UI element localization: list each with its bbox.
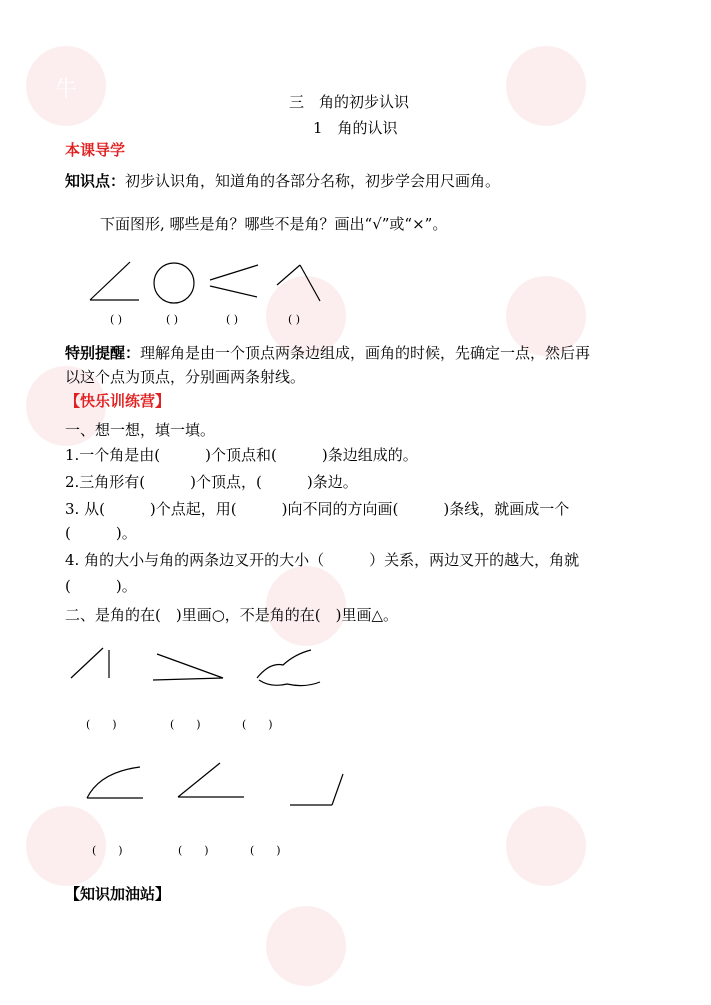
figure-curved-angle	[87, 767, 143, 798]
figure-circle	[154, 263, 194, 303]
figure-angle-6	[290, 774, 343, 805]
question-4-line1: 4. 角的大小与角的两条边叉开的大小（ ）关系，两边叉开的越大，角就	[65, 551, 580, 569]
guide-heading: 本课导学	[65, 141, 126, 159]
answer-paren-1[interactable]: ( )	[110, 313, 123, 326]
question-2: 2.三角形有( )个顶点，( )条边。	[65, 473, 358, 491]
tip-line-1	[65, 342, 590, 363]
part2-title: 二、是角的在( )里画○，不是角的在( )里画△。	[65, 606, 399, 624]
answer-paren-7[interactable]: ( )	[242, 718, 273, 731]
question-4-line2: ( )。	[65, 577, 137, 595]
chapter-title: 三 角的初步认识	[289, 93, 410, 111]
tip-text-1: 理解角是由一个顶点两条边组成，画角的时候，先确定一点，然后再	[140, 344, 591, 362]
watermark-logo-icon	[260, 900, 352, 992]
answer-paren-6[interactable]: ( )	[170, 718, 201, 731]
training-heading: 【快乐训练营】	[65, 392, 171, 410]
knowledge-label: 知识点：	[65, 172, 126, 190]
figure-wavy-lines	[257, 650, 320, 686]
knowledge-text: 初步认识角，知道角的各部分名称，初步学会用尺画角。	[125, 172, 501, 190]
figure-open-lines	[210, 265, 258, 297]
figure-angle-1	[90, 262, 139, 300]
figure-angle-5	[178, 763, 244, 797]
tip-label: 特别提醒：	[65, 344, 141, 362]
tip-line-2: 以这个点为顶点，分别画两条射线。	[65, 368, 306, 386]
figure-angle-3	[71, 648, 109, 678]
knowledge-point	[65, 170, 500, 191]
answer-paren-3[interactable]: ( )	[226, 313, 239, 326]
question-intro: 下面图形, 哪些是角？哪些不是角？画出“√”或“×”。	[100, 215, 448, 233]
answer-paren-8[interactable]: ( )	[92, 844, 123, 857]
svg-text:牛: 牛	[54, 77, 78, 102]
question-1: 1.一个角是由( )个顶点和( )条边组成的。	[65, 446, 418, 464]
angle-figures-row1	[85, 255, 325, 310]
answer-paren-10[interactable]: ( )	[250, 844, 281, 857]
watermark-logo-icon	[500, 800, 592, 892]
question-3-line1: 3. 从( )个点起，用( )向不同的方向画( )条线，就画成一个	[65, 500, 570, 518]
watermark-logo-icon	[500, 40, 592, 132]
question-3-line2: ( )。	[65, 524, 137, 542]
answer-paren-4[interactable]: ( )	[288, 313, 301, 326]
station-heading: 【知识加油站】	[65, 885, 171, 903]
answer-paren-9[interactable]: ( )	[178, 844, 209, 857]
figure-angle-2	[277, 265, 320, 301]
watermark-logo-icon	[20, 40, 112, 132]
figure-angle-4	[153, 654, 223, 680]
answer-paren-5[interactable]: ( )	[86, 718, 117, 731]
answer-paren-2[interactable]: ( )	[166, 313, 179, 326]
angle-figures-row3	[80, 750, 350, 810]
part1-title: 一、想一想，填一填。	[65, 421, 216, 439]
angle-figures-row2	[65, 640, 335, 695]
section-title: 1 角的认识	[313, 119, 398, 137]
